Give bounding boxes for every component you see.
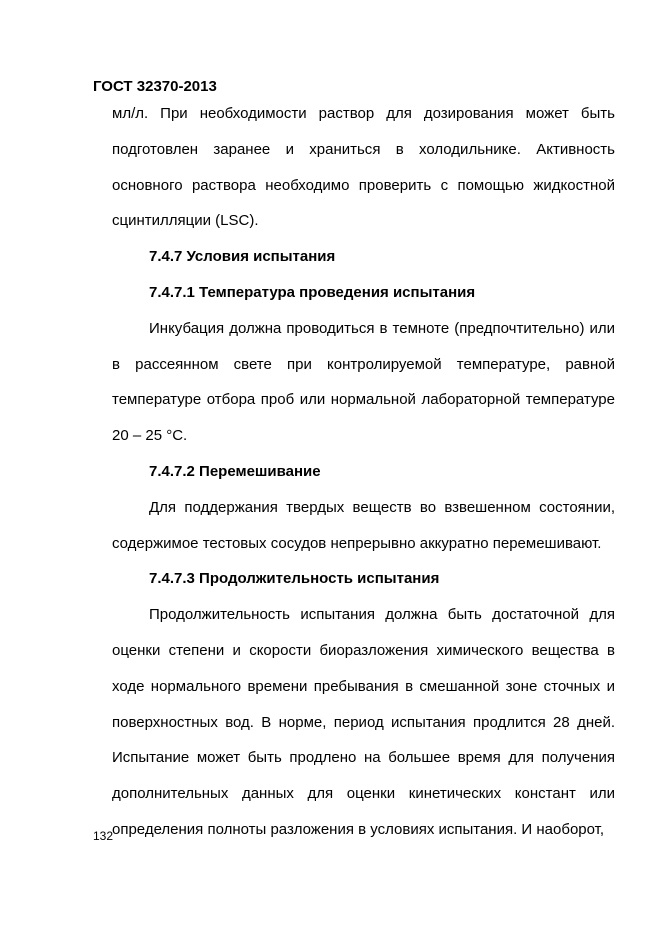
paragraph-dosing-solution: мл/л. При необходимости раствор для дозирования может быть подготовлен заранее и храниться в холодильнике. Активность основного раствора необходимо проверить с помощью жидкостной сцинтилляции (LSC). <box>112 105 615 230</box>
document-body <box>112 96 615 848</box>
subsection-heading-duration: 7.4.7.3 Продолжительность испытания <box>149 570 440 588</box>
page-number: 132 <box>93 829 114 843</box>
subsection-heading-temperature: 7.4.7.1 Температура проведения испытания <box>149 283 476 301</box>
subsection-heading-mixing: 7.4.7.2 Перемешивание <box>149 462 321 480</box>
paragraph-temperature: Инкубация должна проводиться в темноте (предпочтительно) или в рассеянном свете при контролируемой температуре, равной температуре отбора проб или нормальной лабораторной температуре 20 – 25 °С. <box>112 319 615 445</box>
section-heading-test-conditions: 7.4.7 Условия испытания <box>149 248 336 266</box>
document-header: ГОСТ 32370-2013 <box>93 78 217 95</box>
paragraph-duration: Продолжительность испытания должна быть достаточной для оценки степени и скорости биоразложения химического вещества в ходе нормального времени пребывания в смешанной зоне сточных и поверхностных вод. В норме, период испытания продлится 28 дней. Испытание может быть продлено на большее время для получения дополнительных данных для оценки кинетических констант или определения полноты разложения в условиях испытания. И наоборот, <box>112 606 615 838</box>
paragraph-mixing: Для поддержания твердых веществ во взвешенном состоянии, содержимое тестовых сосудов непрерывно аккуратно перемешивают. <box>112 498 615 552</box>
